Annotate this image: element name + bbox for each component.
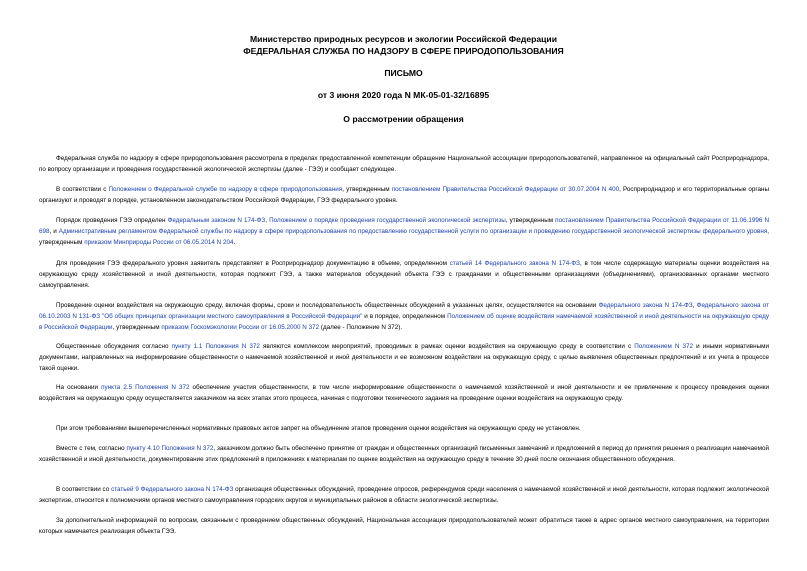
link-gee-regulation[interactable]: Положением о порядке проведения государственной экологической экспертизы <box>269 217 506 224</box>
link-federal-law-174[interactable]: Федерального закона N 174-ФЗ <box>598 302 693 309</box>
paragraph-1 <box>39 153 769 175</box>
paragraph-text: , в том числе содержащую материалы оценки воздействия на окружающую среду хозяйственной и иной деятельности, которая подлежит ГЭЭ, а также материалов обсуждений объекта ГЭЭ с гражданами и общественными организациями (объединениями), организованных органами местного самоуправления. <box>39 260 769 290</box>
paragraph-text: Общественные обсуждения согласно <box>56 343 172 350</box>
link-regulation-372[interactable]: Положением N 372 <box>634 343 694 350</box>
paragraph-text: За дополнительной информацией по вопросам, связанным с проведением общественных обсуждений, Национальная ассоциация природопользователей может обратиться также в адрес органов местного самоуправления, на территории которых намечается реализация объекта ГЭЭ. <box>39 517 769 536</box>
document-date-number: от 3 июня 2020 года N МК-05-01-32/16895 <box>317 90 490 100</box>
paragraph-text: , утвержденным <box>342 186 392 193</box>
link-order-372[interactable]: приказом Госкомэкологии России от 16.05.2000 N 372 <box>161 324 320 332</box>
service-title: ФЕДЕРАЛЬНАЯ СЛУЖБА ПО НАДЗОРУ В СФЕРЕ ПРИРОДОПОЛЬЗОВАНИЯ <box>243 46 564 56</box>
paragraph-text: . <box>233 239 236 247</box>
document-subject: О рассмотрении обращения <box>343 114 464 124</box>
ministry-title: Министерство природных ресурсов и экологии Российской Федерации <box>250 34 557 44</box>
link-eia-regulation[interactable]: Положением об оценке воздействия намечаемой хозяйственной и иной деятельности на окружающую среду в Российской Федерации <box>39 313 769 332</box>
paragraph-text: , утвержденным <box>39 228 769 247</box>
link-government-decree-698[interactable]: постановлением Правительства Российской Федерации от 11.06.1996 N 698 <box>39 217 770 236</box>
link-article-9-law-174[interactable]: статьей 9 Федерального закона N 174-ФЗ <box>111 486 234 493</box>
link-order-204[interactable]: приказом Минприроды России от 06.05.2014 N 204 <box>84 239 234 247</box>
paragraph-text: Для проведения ГЭЭ федерального уровня заявитель представляет в Росприроднадзор документацию в объеме, определенном <box>56 260 450 267</box>
paragraph-text: (далее - Положение N 372). <box>319 324 403 332</box>
paragraph-text: Федеральная служба по надзору в сфере природопользования рассмотрела в пределах предоставленной компетенции обращение Национальной ассоциации природопользователей, направленное на официальный сайт Росприроднадзора, по вопросу организации и проведения государственной экологической экспертизы (далее - ГЭЭ) и сообщает следующее. <box>39 155 769 174</box>
paragraph-text: , заказчиком должно быть обеспечено принятие от граждан и общественных организаций письменных замечаний и предложений в период до принятия решения о реализации намечаемой хозяйственной и иной деятельности, документирование этих предложений в приложениях к материалам по оценке воздействия на окружающую среду в течение 30 дней после окончания общественного обсуждения. <box>39 445 769 464</box>
link-article-14-law-174[interactable]: статьей 14 Федерального закона N 174-ФЗ <box>449 260 580 267</box>
paragraph-7 <box>39 382 769 404</box>
paragraph-text: , утвержденным <box>505 217 556 224</box>
paragraph-text: организация общественных обсуждений, проведение опросов, референдумов среди населения о намечаемой хозяйственной и иной деятельности, которая подлежит экологической экспертизе, относится к полномочиям органов местного самоуправления городских округов и муниципальных районов в области экологической экспертизы. <box>39 486 769 505</box>
paragraph-text: На основании <box>56 384 102 391</box>
paragraph-text: и в порядке, определенном <box>362 313 448 321</box>
paragraph-text: , <box>692 302 697 309</box>
paragraph-text: и иными нормативными документами, направленных на информирование общественности о намечаемой хозяйственной и иной деятельности и ее возможном воздействии на окружающую среду, с целью выявления общественных предпочтений и их учета в процессе такой оценки. <box>39 343 769 373</box>
paragraph-text: являются комплексом мероприятий, проводимых в рамках оценки воздействия на окружающую среду в соответствии с <box>259 343 635 350</box>
paragraph-11 <box>39 515 769 537</box>
paragraph-text: , Росприроднадзор и его территориальные органы организуют и проводят в порядке, установленном законодательством Российской Федерации, ГЭЭ федерального уровня. <box>39 186 770 205</box>
link-administrative-regulation[interactable]: Административным регламентом Федеральной службы по надзору в сфере природопользования по предоставлению государственной услуги по организации и проведению государственной экологической экспертизы федерального уровня <box>58 228 768 236</box>
paragraph-text: , <box>265 217 270 224</box>
paragraph-6 <box>39 341 769 375</box>
link-federal-law-174[interactable]: Федеральным законом N 174-ФЗ <box>167 217 266 224</box>
link-clause-1-1[interactable]: пункту 1.1 Положения N 372 <box>171 343 260 350</box>
paragraph-2 <box>39 184 769 206</box>
paragraph-3 <box>39 215 769 249</box>
link-regulation-rpn[interactable]: Положением о Федеральной службе по надзору в сфере природопользования <box>108 186 343 193</box>
paragraph-text: В соответствии со <box>56 486 112 493</box>
paragraph-text: , утвержденным <box>112 324 162 332</box>
document-type: ПИСЬМО <box>384 68 423 78</box>
link-clause-4-10[interactable]: пункту 4.10 Положения N 372 <box>126 445 214 452</box>
paragraph-4 <box>39 258 769 292</box>
paragraph-text: Порядок проведения ГЭЭ определен <box>56 217 168 224</box>
link-clause-2-5[interactable]: пункта 2.5 Положения N 372 <box>101 384 190 391</box>
link-federal-law-131[interactable]: Федерального закона от 06.10.2003 N 131-ФЗ "Об общих принципах организации местного самоуправления в Российской Федерации" <box>39 302 770 321</box>
paragraph-text: Вместе с тем, согласно <box>56 445 127 452</box>
paragraph-text: В соответствии с <box>56 186 109 193</box>
paragraph-text: Проведение оценки воздействия на окружающую среду, включая формы, сроки и последовательность общественных обсуждений в указанных целях, осуществляется на основании <box>56 302 599 309</box>
paragraph-10 <box>39 484 769 506</box>
paragraph-text: , и <box>49 228 59 236</box>
paragraph-8 <box>39 423 769 434</box>
paragraph-text: При этом требованиями вышеперечисленных нормативных правовых актов запрет на объединение этапов проведения оценки воздействия на окружающую среду не установлен. <box>56 425 581 432</box>
paragraph-9 <box>39 443 769 465</box>
paragraph-text: обеспечение участия общественности, в том числе информирование общественности о намечаемой хозяйственной и иной деятельности и ее привлечение к процессу проведения оценки воздействия на окружающую среду осуществляется заказчиком на всех этапах этого процесса, начиная с подготовки технического задания на проведение оценки воздействия на окружающую среду. <box>39 384 770 403</box>
link-government-decree-400[interactable]: постановлением Правительства Российской Федерации от 30.07.2004 N 400 <box>391 186 620 193</box>
paragraph-5 <box>39 300 769 334</box>
